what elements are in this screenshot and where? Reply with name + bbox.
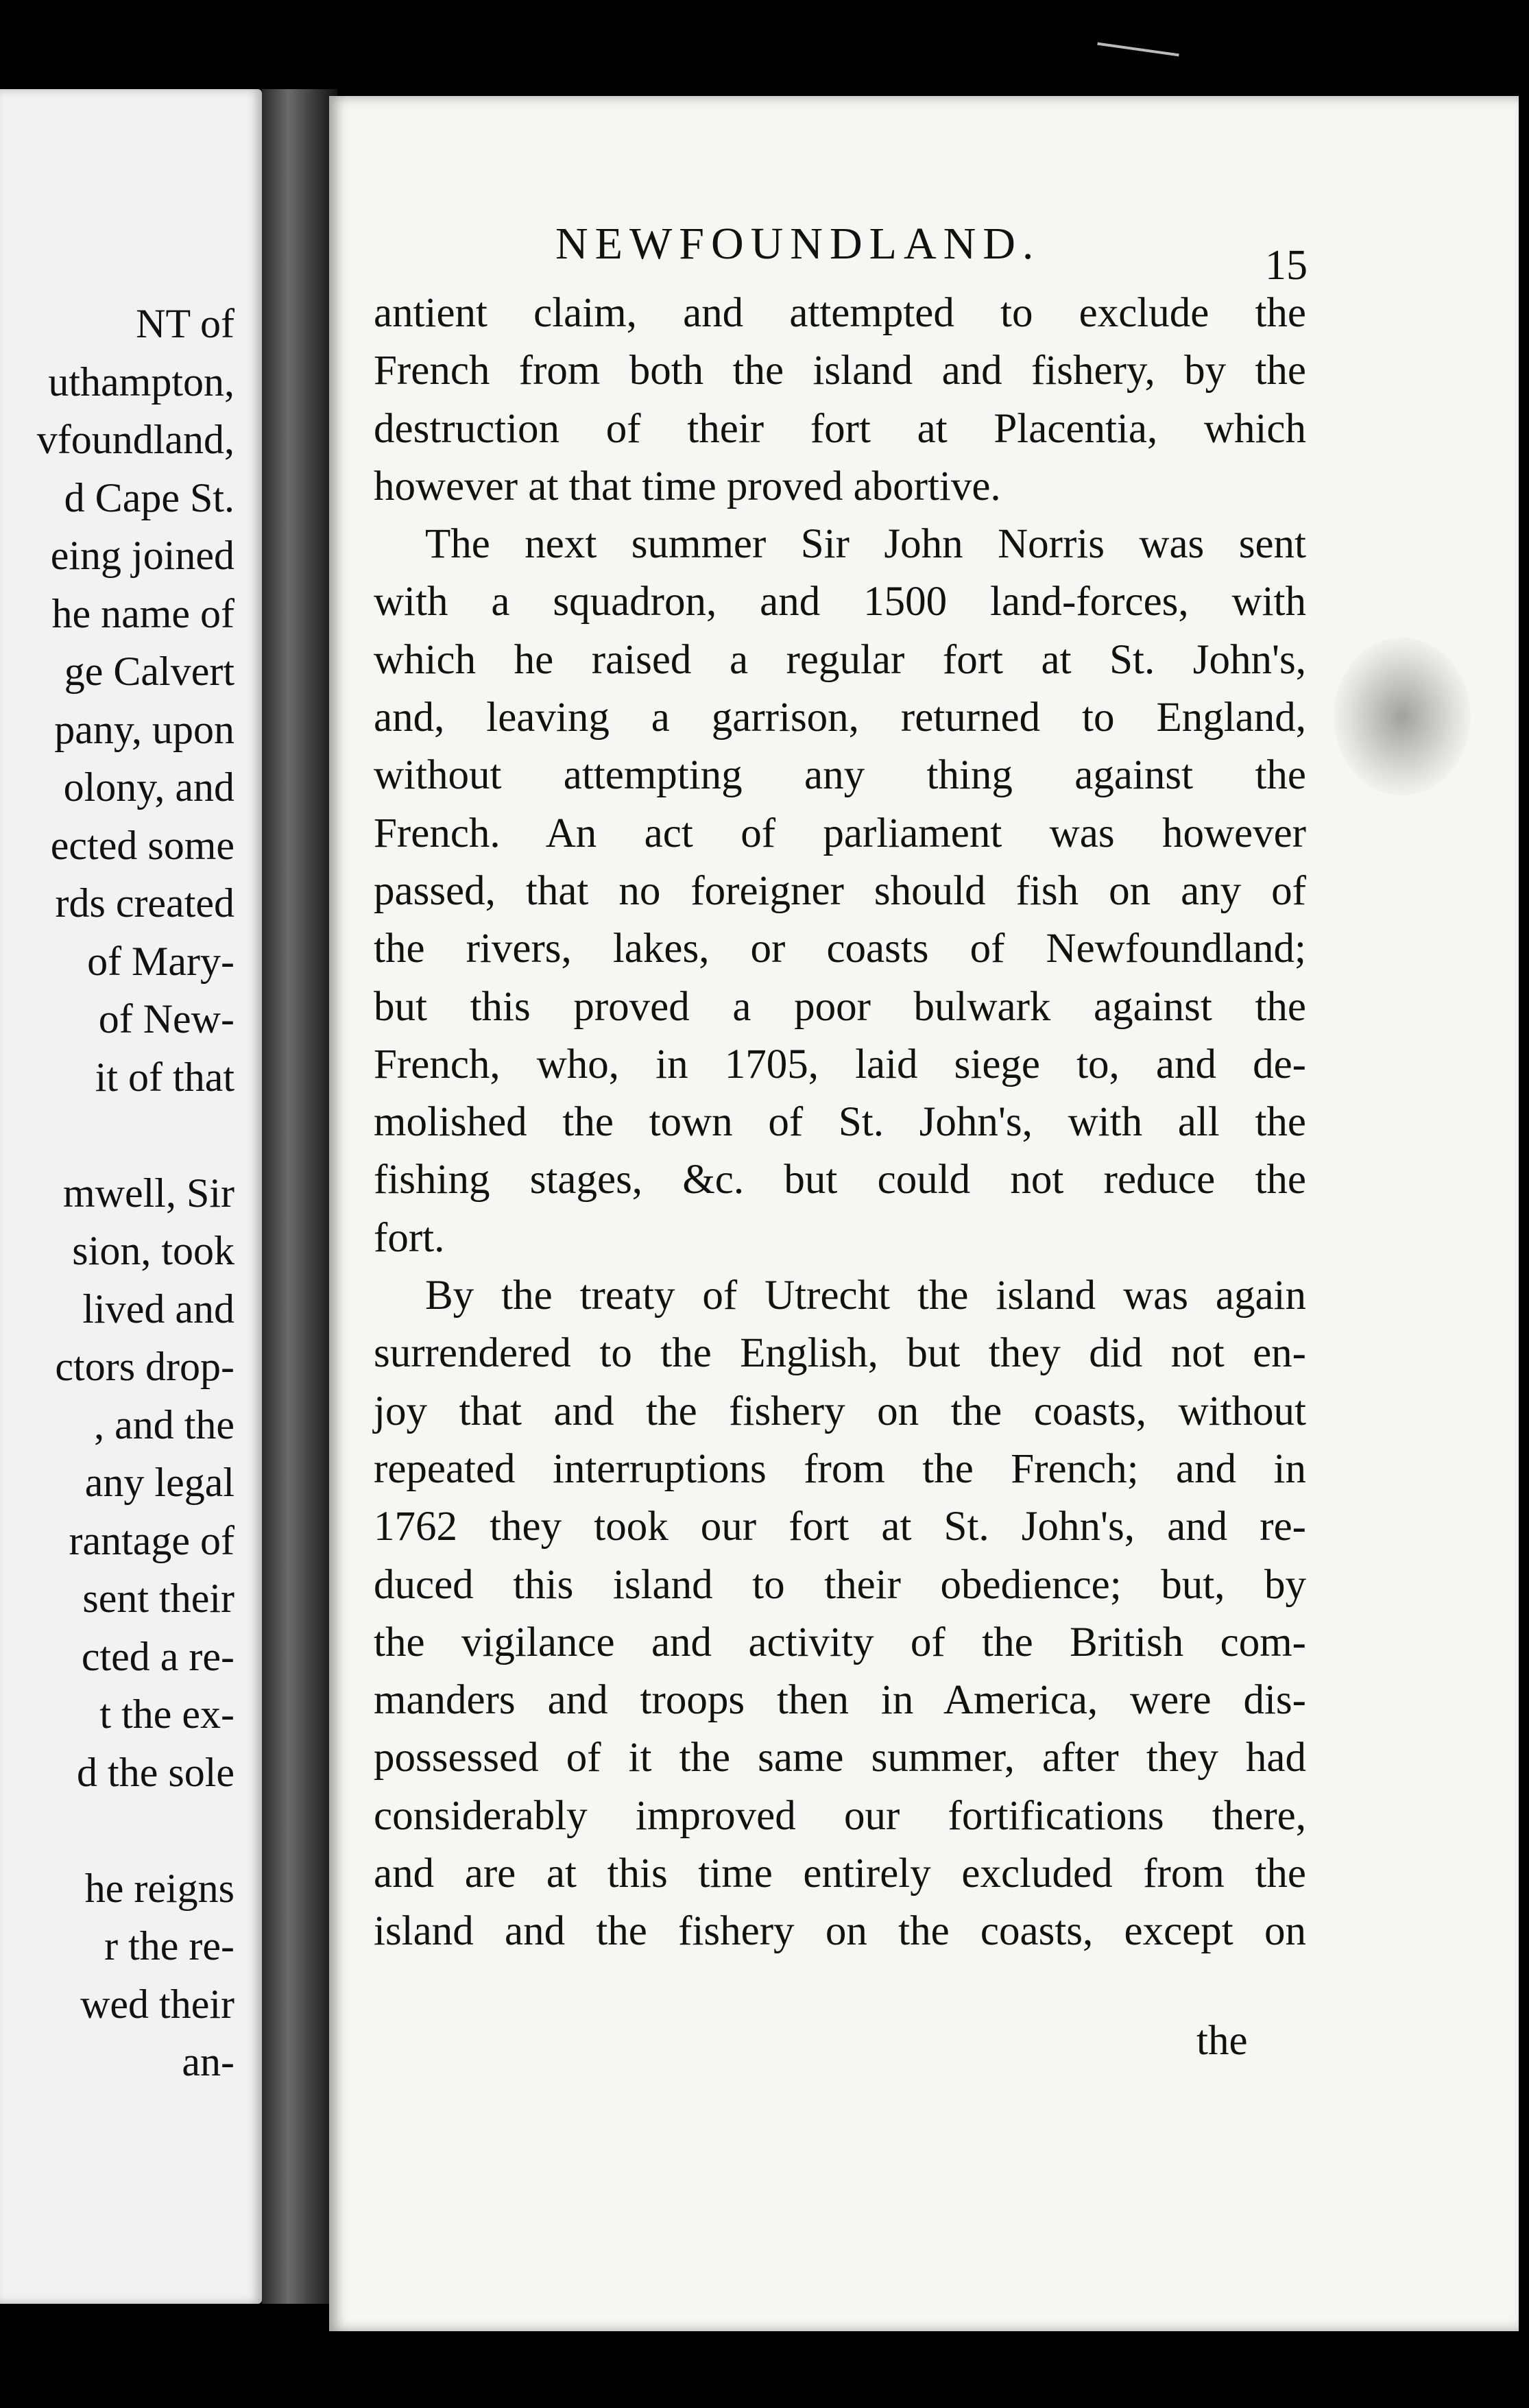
left-page-line: he reigns [84, 1865, 234, 1911]
left-page-line: lived and [82, 1286, 234, 1332]
text-line: French. An act of parliament was however [374, 810, 1306, 856]
text-line: and are at this time entirely excluded from the [374, 1851, 1306, 1897]
left-page-line: mwell, Sir [63, 1170, 234, 1216]
left-page-line: rds created [55, 880, 234, 926]
left-page-line [0, 1106, 262, 1164]
left-page-line: vfoundland, [36, 417, 234, 462]
text-line: repeated interruptions from the French; and in [374, 1445, 1306, 1492]
text-line: island and the fishery on the coasts, except on [374, 1908, 1306, 1955]
text-line: French from both the island and fishery, by the [374, 348, 1306, 394]
left-page-line: rantage of [69, 1517, 234, 1563]
left-page-line: NT of [136, 301, 234, 346]
text-line: and, leaving a garrison, returned to England, [374, 695, 1306, 741]
text-line: considerably improved our fortifications there, [374, 1792, 1306, 1839]
text-line: fishing stages, &c. but could not reduce the [374, 1157, 1306, 1203]
text-line: the rivers, lakes, or coasts of Newfoundland; [374, 926, 1306, 972]
left-page-line: sent their [82, 1576, 234, 1621]
text-line: but this proved a poor bulwark against the [374, 983, 1306, 1030]
left-page-line: d Cape St. [64, 474, 234, 520]
text-line: without attempting any thing against the [374, 752, 1306, 799]
running-header: NEWFOUNDLAND. [555, 219, 1041, 269]
left-page-line: uthampton, [48, 359, 234, 405]
page-number: 15 [1265, 242, 1308, 289]
text-line: however at that time proved abortive. [374, 463, 1001, 509]
left-page-line: eing joined [50, 533, 234, 578]
left-page-line: t the ex- [99, 1691, 234, 1737]
text-line: 1762 they took our fort at St. John's, and re- [374, 1504, 1306, 1550]
left-page-line: d the sole [77, 1749, 234, 1795]
scan-mark [1097, 43, 1179, 57]
text-line: passed, that no foreigner should fish on any of [374, 867, 1306, 914]
left-page [0, 89, 262, 2304]
text-line: which he raised a regular fort at St. John's, [374, 636, 1306, 683]
left-page-line: r the re- [104, 1923, 234, 1968]
left-page-line: ge Calvert [64, 649, 234, 694]
left-page-line: any legal [84, 1460, 234, 1505]
left-page-line: olony, and [63, 764, 234, 810]
catchword: the [1196, 2018, 1248, 2064]
text-line: destruction of their fort at Placentia, which [374, 405, 1306, 452]
left-page-text [0, 295, 262, 2091]
page-stain [1334, 638, 1471, 795]
left-page-line: wed their [80, 1981, 234, 2027]
text-line: possessed of it the same summer, after they had [374, 1735, 1306, 1781]
left-page-line: he name of [51, 590, 234, 636]
text-line: joy that and the fishery on the coasts, without [374, 1388, 1306, 1434]
text-line: French, who, in 1705, laid siege to, and de- [374, 1041, 1306, 1087]
left-page-line: of Mary- [87, 938, 234, 984]
left-page-line: it of that [95, 1054, 234, 1100]
text-line: The next summer Sir John Norris was sent [425, 521, 1306, 568]
left-page-line: pany, upon [54, 706, 234, 752]
text-line: with a squadron, and 1500 land-forces, with [374, 579, 1306, 625]
body-text [374, 285, 1306, 1961]
left-page-line: an- [182, 2039, 234, 2084]
text-line: duced this island to their obedience; but, by [374, 1561, 1306, 1608]
left-page-line [0, 1801, 262, 1859]
left-page-line: of New- [98, 996, 234, 1042]
text-line: fort. [374, 1214, 445, 1261]
book-gutter [262, 89, 337, 2304]
left-page-line: sion, took [72, 1228, 234, 1273]
left-page-line: cted a re- [81, 1633, 234, 1679]
left-page-line: , and the [94, 1401, 234, 1447]
text-line: molished the town of St. John's, with all the [374, 1099, 1306, 1146]
text-line: antient claim, and attempted to exclude the [374, 290, 1306, 336]
text-line: By the treaty of Utrecht the island was again [425, 1273, 1306, 1319]
left-page-line: ctors drop- [55, 1344, 234, 1389]
text-line: surrendered to the English, but they did not en- [374, 1330, 1306, 1377]
text-line: the vigilance and activity of the British com- [374, 1619, 1306, 1665]
text-line: manders and troops then in America, were dis- [374, 1677, 1306, 1724]
left-page-line: ected some [50, 822, 234, 868]
